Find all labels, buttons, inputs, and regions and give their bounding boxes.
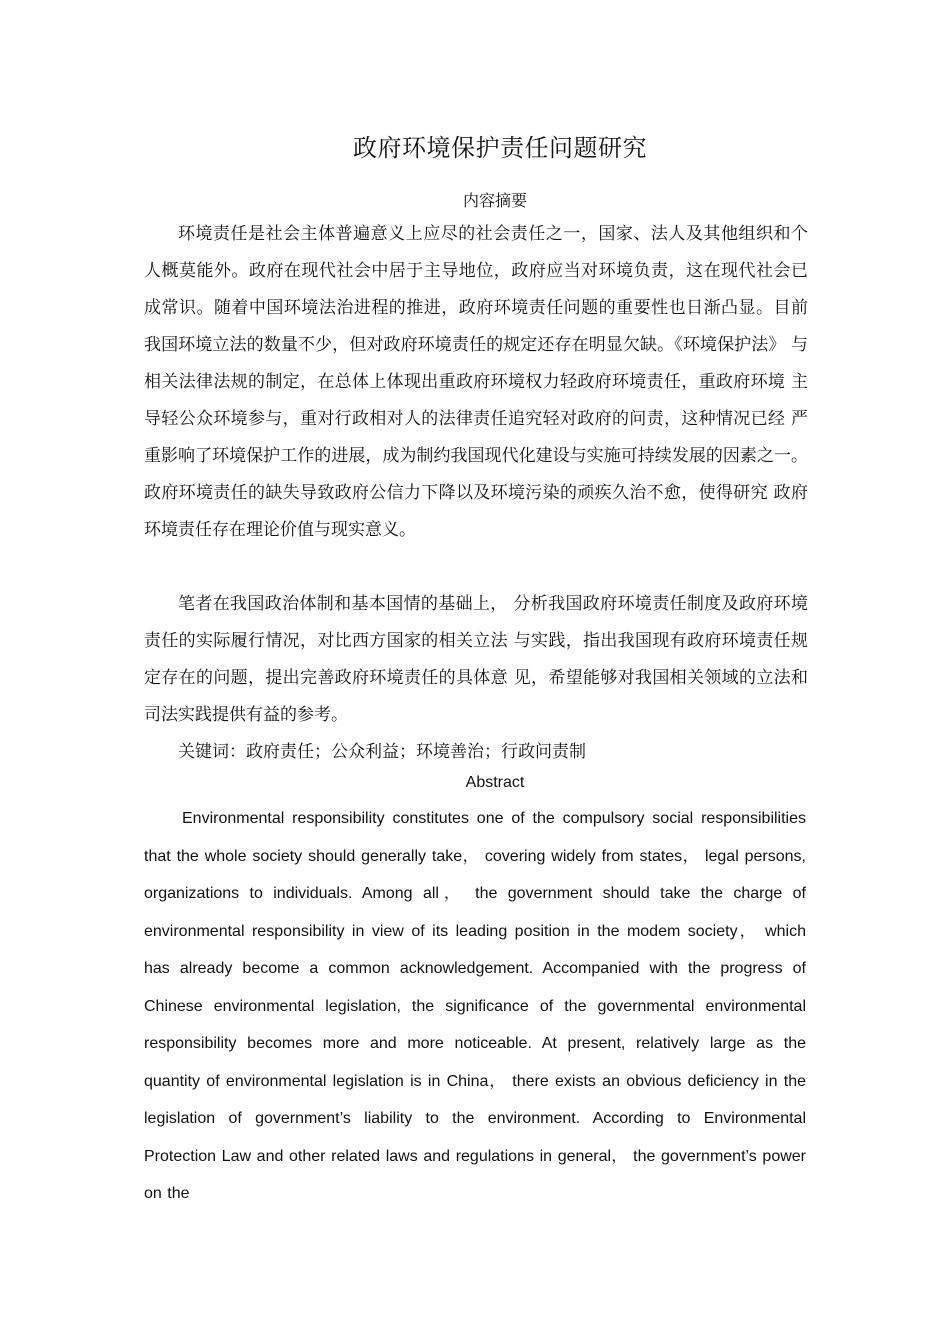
chinese-abstract-paragraph-1: 环境责任是社会主体普遍意义上应尽的社会责任之一，国家、法人及其他组织和个 人概莫能外。政府在现代社会中居于主导地位，政府应当对环境负责，这在现代社会已 成常识。随着中国环境法治进程的推进，政府环境责任问题的重要性也日渐凸显。目前 我国环境立法的数量不少，但对政府环境责任的规定还存在明显欠缺。《环境保护法》 与相关法律法规的制定，在总体上体现出重政府环境权力轻政府环境责任，重政府环境 主导轻公众环境参与，重对行政相对人的法律责任追究轻对政府的问责，这种情况已经 严重影响了环境保护工作的进展，成为制约我国现代化建设与实施可持续发展的因素之一。政府环境责任的缺失导致政府公信力下降以及环境污染的顽疾久治不愈，使得研究 政府环境责任存在理论价值与现实意义。 <box>144 224 808 540</box>
english-abstract-heading: Abstract <box>465 774 525 791</box>
chinese-abstract-paragraph-2: 笔者在我国政治体制和基本国情的基础上， 分析我国政府环境责任制度及政府环境责任的实际履行情况，对比西方国家的相关立法 与实践，指出我国现有政府环境责任规定存在的问题，提出完善政府环境责任的具体意 见，希望能够对我国相关领域的立法和司法实践提供有益的参考。 <box>144 594 808 725</box>
english-abstract-paragraph: Environmental responsibility constitutes one of the compulsory social responsibilities that the whole society should generally take， covering widely from states， legal persons, organizations to individuals. Among all， the government should take the charge of environmental responsibility in view of its leading position in the modem society， which has already become a common acknowledgement. Accompanied with the progress of Chinese environmental legislation, the significance of the governmental environmental responsibility becomes more and more noticeable. At present, relatively large as the quantity of environmental legislation is in China， there exists an obvious deficiency in the legislation of government’s liability to the environment. According to Environmental Protection Law and other related laws and regulations in general， the government’s power on the <box>144 810 806 1202</box>
keywords-line: 关键词：政府责任；公众利益；环境善治；行政问责制 <box>178 742 586 762</box>
document-title: 政府环境保护责任问题研究 <box>353 134 647 162</box>
chinese-abstract-heading: 内容摘要 <box>462 191 527 210</box>
